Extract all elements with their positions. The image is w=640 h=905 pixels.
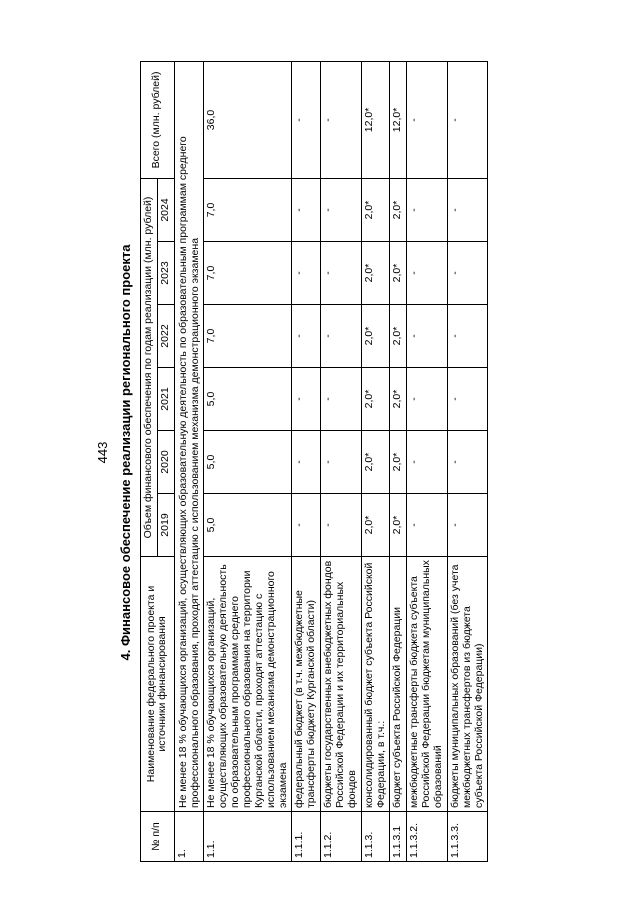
value-cell: -	[407, 305, 448, 368]
value-cell: 2,0*	[390, 178, 407, 241]
value-cell: -	[407, 242, 448, 305]
value-cell: -	[447, 368, 488, 431]
value-cell: 2,0*	[361, 431, 390, 494]
row-name: бюджеты муниципальных образований (без учета межбюджетных трансфертов из бюджета субъекта Российской Федерации)	[447, 557, 488, 812]
header-year: 2023	[157, 242, 174, 305]
total-cell: -	[292, 61, 321, 178]
section-row-text: Не менее 18 % обучающихся организаций, осуществляющих образовательную деятельность по образовательным программам среднего профессионального образования, проходят аттестацию с использованием механизма демонстрационного экзамена	[174, 61, 204, 811]
row-name: Не менее 18 % обучающихся организаций, осуществляющих образовательную деятельность по образовательным программам среднего профессионального образования на территории Курганской области, проходят аттестацию с использованием механизма демонстрационного экзамена	[204, 557, 292, 812]
value-cell: -	[407, 494, 448, 557]
value-cell: -	[321, 242, 362, 305]
row-name: консолидированный бюджет субъекта Российской Федерации, в т.ч.:	[361, 557, 390, 812]
value-cell: -	[447, 242, 488, 305]
value-cell: -	[292, 431, 321, 494]
header-total: Всего (млн. рублей)	[141, 61, 175, 178]
value-cell: 2,0*	[361, 368, 390, 431]
value-cell: -	[447, 431, 488, 494]
value-cell: -	[321, 494, 362, 557]
value-cell: 2,0*	[390, 431, 407, 494]
row-number: 1.1.3.3.	[447, 812, 488, 862]
value-cell: -	[292, 305, 321, 368]
header-name: Наименование федерального проекта и источники финансирования	[141, 557, 175, 812]
header-group: Объем финансового обеспечения по годам реализации (млн. рублей)	[141, 178, 158, 556]
table-row	[204, 61, 292, 861]
header-year: 2022	[157, 305, 174, 368]
table-row	[292, 61, 321, 861]
header-year: 2024	[157, 178, 174, 241]
value-cell: 7,0	[204, 242, 292, 305]
value-cell: 7,0	[204, 178, 292, 241]
header-row	[141, 61, 158, 861]
value-cell: 2,0*	[361, 178, 390, 241]
value-cell: -	[321, 368, 362, 431]
value-cell: 2,0*	[361, 494, 390, 557]
value-cell: -	[321, 178, 362, 241]
value-cell: 2,0*	[361, 242, 390, 305]
value-cell: -	[407, 368, 448, 431]
value-cell: -	[292, 494, 321, 557]
value-cell: 5,0	[204, 368, 292, 431]
total-cell: 36,0	[204, 61, 292, 178]
row-number: 1.1.3.1	[390, 812, 407, 862]
value-cell: 5,0	[204, 494, 292, 557]
value-cell: -	[407, 431, 448, 494]
value-cell: -	[407, 178, 448, 241]
header-year: 2020	[157, 431, 174, 494]
financing-table	[140, 61, 488, 862]
row-name: федеральный бюджет (в т.ч. межбюджетные трансферты бюджету Курганской области)	[292, 557, 321, 812]
row-number: 1.1.3.	[361, 812, 390, 862]
value-cell: 7,0	[204, 305, 292, 368]
value-cell: 2,0*	[361, 305, 390, 368]
header-year: 2019	[157, 494, 174, 557]
value-cell: -	[447, 494, 488, 557]
row-number: 1.1.	[204, 812, 292, 862]
total-cell: -	[321, 61, 362, 178]
value-cell: 2,0*	[390, 368, 407, 431]
value-cell: -	[321, 431, 362, 494]
value-cell: -	[292, 178, 321, 241]
value-cell: -	[292, 242, 321, 305]
value-cell: 2,0*	[390, 242, 407, 305]
header-year: 2021	[157, 368, 174, 431]
table-row	[321, 61, 362, 861]
row-name: бюджеты государственных внебюджетных фондов Российской Федерации и их территориальных фондов	[321, 557, 362, 812]
total-cell: 12,0*	[390, 61, 407, 178]
row-number: 1.1.3.2.	[407, 812, 448, 862]
table-row	[361, 61, 390, 861]
value-cell: 2,0*	[390, 494, 407, 557]
total-cell: 12,0*	[361, 61, 390, 178]
row-name: бюджет субъекта Российской Федерации	[390, 557, 407, 812]
section-row	[174, 61, 204, 861]
page-number: 443	[95, 441, 110, 464]
table-row	[407, 61, 448, 861]
value-cell: -	[321, 305, 362, 368]
row-name: межбюджетные трансферты бюджета субъекта Российской Федерации бюджетам муниципальных образований	[407, 557, 448, 812]
value-cell: -	[447, 305, 488, 368]
table-row	[390, 61, 407, 861]
total-cell: -	[407, 61, 448, 178]
section-title: 4. Финансовое обеспечение реализации регионального проекта	[118, 244, 133, 661]
total-cell: -	[447, 61, 488, 178]
row-number: 1.1.1.	[292, 812, 321, 862]
header-num: № п/п	[141, 812, 175, 862]
value-cell: 2,0*	[390, 305, 407, 368]
row-number: 1.	[174, 812, 204, 862]
value-cell: -	[447, 178, 488, 241]
row-number: 1.1.2.	[321, 812, 362, 862]
table-row	[447, 61, 488, 861]
value-cell: -	[292, 368, 321, 431]
value-cell: 5,0	[204, 431, 292, 494]
